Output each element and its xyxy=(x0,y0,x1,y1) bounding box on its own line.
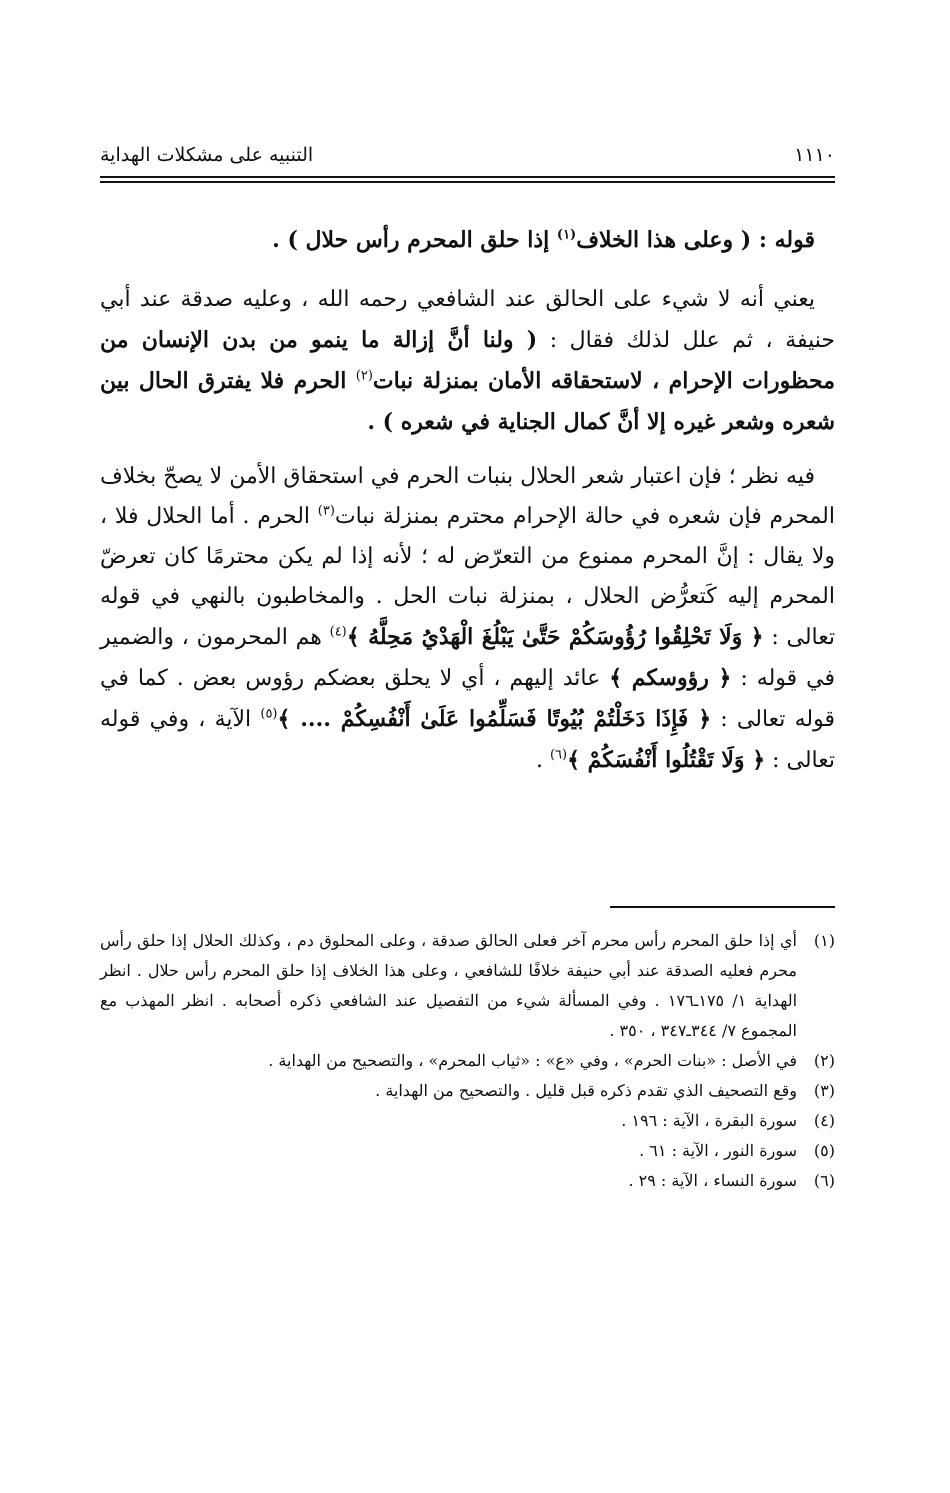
p3-text-b: الحرم . أما الحلال فلا ، ولا يقال : إنَّ المحرم ممنوع من التعرّض له ؛ لأنه إذا لم يكن محترمًا كان تعرضّ المحرم إليه كَتعرُّض الحلال ، بمنزلة نبات الحل . والمخاطبون بالنهي في قوله تعالى : xyxy=(100,504,835,650)
running-header xyxy=(100,140,835,170)
footnote-number: (٥) xyxy=(813,1141,835,1160)
p3-text-f: . xyxy=(535,748,550,773)
footnote-text: في الأصل : «بنات الحرم» ، وفي «ع» : «ثياب المحرم» ، والتصحيح من الهداية . xyxy=(268,1051,797,1070)
footnote-number: (٦) xyxy=(813,1171,835,1190)
footnote-number: (٤) xyxy=(813,1111,835,1130)
p3-text-e: الآية ، وفي قوله تعالى : xyxy=(100,707,835,773)
footnote-ref-5: (٥) xyxy=(260,706,278,722)
quran-quote-2: ﴿ رؤوسكم ﴾ xyxy=(609,665,732,691)
footnote-ref-6: (٦) xyxy=(549,747,568,763)
footnote-text: وقع التصحيف الذي تقدم ذكره قبل قليل . والتصحيح من الهداية . xyxy=(375,1081,797,1100)
header-rule xyxy=(100,176,835,178)
footnote-text: سورة النساء ، الآية : ٢٩ . xyxy=(628,1171,797,1190)
footnote-1 xyxy=(100,926,835,1046)
main-text xyxy=(100,220,835,795)
footnote-5 xyxy=(100,1136,835,1166)
quran-quote-1: ﴿ وَلَا تَحْلِقُوا رُؤُوسَكُمْ حَتَّىٰ يَبْلُغَ الْهَدْيُ مَحِلَّهُ ﴾ xyxy=(346,624,764,650)
footnote-number: (٢) xyxy=(813,1051,835,1070)
footnote-number: (٣) xyxy=(813,1081,835,1100)
book-page xyxy=(100,0,835,1493)
footnote-3 xyxy=(100,1076,835,1106)
footnote-2 xyxy=(100,1046,835,1076)
header-rule-double xyxy=(100,181,835,183)
footnotes xyxy=(100,926,835,1196)
p3-text-d: عائد إليهم ، أي لا يحلق بعضكم رؤوس بعض . كما في قوله تعالى : xyxy=(100,666,835,732)
footnote-number: (١) xyxy=(813,931,835,950)
quran-quote-4: ﴿ وَلَا تَقْتُلُوا أَنْفُسَكُمْ ﴾ xyxy=(567,747,766,773)
footnote-text: أي إذا حلق المحرم رأس محرم آخر فعلى الحالق صدقة ، وعلى المحلوق دم ، وكذلك الحلال إذا حلق رأس محرم فعليه الصدقة عند أبي حنيفة خلافًا للشافعي ، وعلى هذا الخلاف إذا حلق المحرم رأس حلال . انظر الهداية ١/ ١٧٥ـ١٧٦ . وفي المسألة شيء من التفصيل عند الشافعي ذكره أصحابه . انظر المهذب مع المجموع ٧/ ٣٤٤ـ٣٤٧ ، ٣٥٠ . xyxy=(100,931,798,1040)
p3-text-c: هم المحرمون ، والضمير في قوله : xyxy=(100,625,836,691)
footnote-ref-3: (٣) xyxy=(317,503,335,519)
p3-text-a: فيه نظر ؛ فإن اعتبار شعر الحلال بنبات الحرم في استحقاق الأمن لا يصحّ بخلاف المحرم فإن شعره في حالة الإحرام محترم بمنزلة نبات xyxy=(100,464,836,529)
paragraph-3 xyxy=(100,457,835,781)
footnote-ref-4: (٤) xyxy=(329,624,347,640)
footnote-text: سورة النور ، الآية : ٦١ . xyxy=(639,1141,797,1160)
book-title: التنبيه على مشكلات الهداية xyxy=(100,144,314,166)
p2-quote-bold-1: ( ولنا أنَّ إزالة ما ينمو من بدن الإنسان من محظورات الإحرام ، لاستحقاقه الأمان بمنزلة نبات xyxy=(100,327,836,394)
paragraph-2 xyxy=(100,280,835,443)
p2-text-a: يعني أنه لا شيء على الحالق عند الشافعي رحمه الله ، وعليه صدقة عند أبي حنيفة ، ثم علل لذلك فقال : xyxy=(100,287,835,353)
page-number: ١١١٠ xyxy=(794,144,835,166)
p1-text-a: قوله : ( وعلى هذا الخلاف xyxy=(576,227,815,253)
paragraph-1 xyxy=(100,220,835,260)
footnote-6 xyxy=(100,1166,835,1196)
p2-quote-bold-2: الحرم فلا يفترق الحال بين شعره وشعر غيره إلا أنَّ كمال الجناية في شعره ) . xyxy=(100,368,835,435)
footnote-4 xyxy=(100,1106,835,1136)
footnote-ref-1: (١) xyxy=(556,227,577,243)
quran-quote-3: ﴿ فَإِذَا دَخَلْتُمْ بُيُوتًا فَسَلِّمُوا عَلَىٰ أَنْفُسِكُمْ .... ﴾ xyxy=(277,706,712,732)
p1-text-b: إذا حلق المحرم رأس حلال ) . xyxy=(272,227,557,253)
footnote-separator xyxy=(610,906,835,908)
footnote-ref-2: (٢) xyxy=(355,368,373,384)
footnote-text: سورة البقرة ، الآية : ١٩٦ . xyxy=(621,1111,797,1130)
